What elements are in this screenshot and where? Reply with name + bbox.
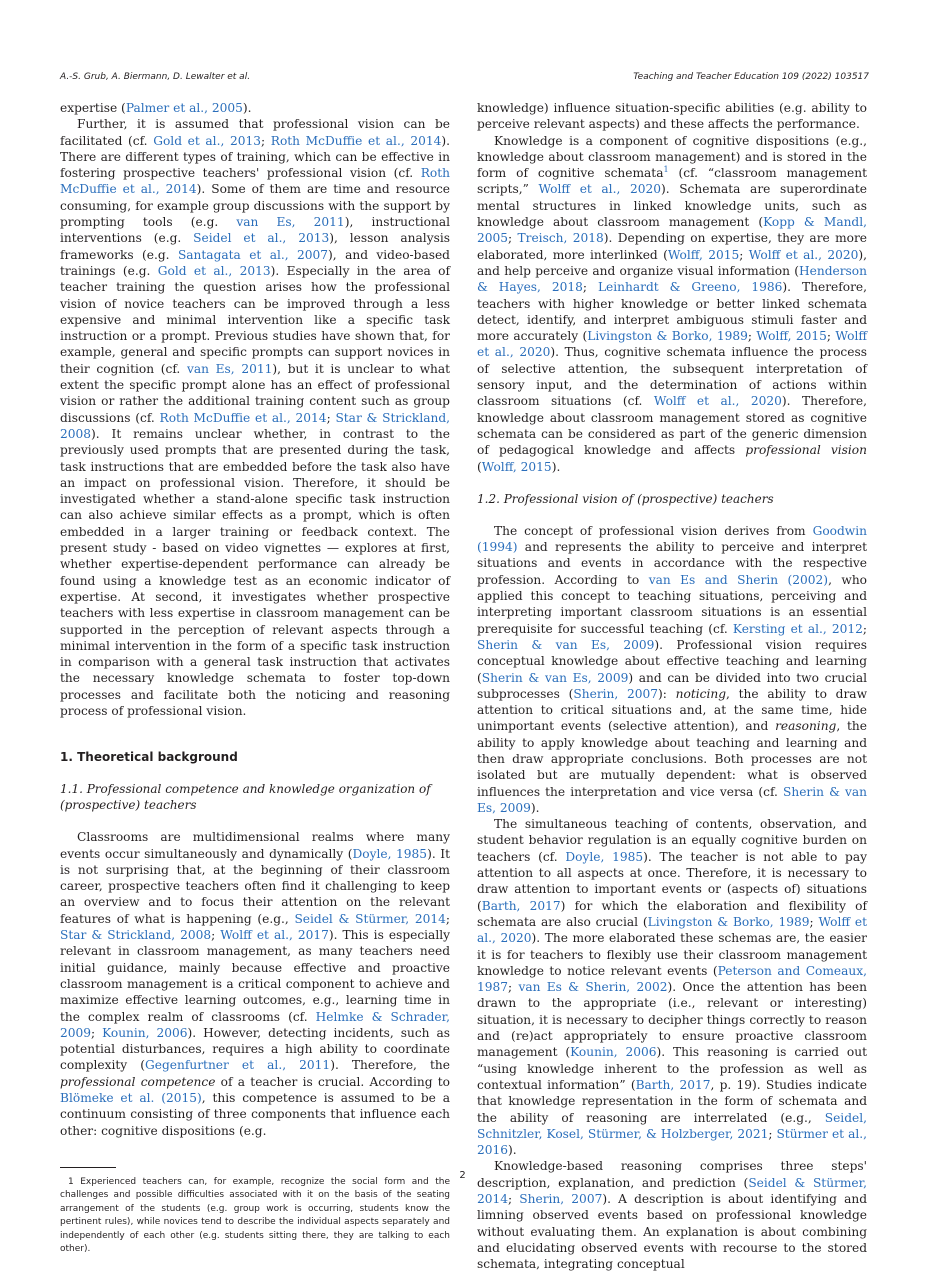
header-authors: A.-S. Grub, A. Biermann, D. Lewalter et al.	[60, 72, 251, 82]
citation-link[interactable]: Sherin & van Es, 2009	[481, 670, 629, 685]
paragraph: knowledge) influence situation-specific abilities (e.g. ability to perceive relevant aspects) and these affects the performance.	[477, 101, 867, 132]
footnote: 1 Experienced teachers can, for example, recognize the social form and the challenges and possible difficulties associated with it on the basis of the seating arrangement of the students (e.g. group work is occurring, students know the pertinent rules), while novices tend to describe the individual aspects separately and independently of each other (e.g. students sitting there, they are talking to each other).	[60, 1176, 450, 1255]
citation-link[interactable]: Kounin, 2006	[102, 1025, 188, 1040]
citation-link[interactable]: Sherin & van Es, 2009	[477, 637, 655, 652]
citation-link[interactable]: Gold et al., 2013	[157, 263, 271, 278]
section-heading: 1. Theoretical background	[60, 750, 238, 765]
subsection-heading: 1.1. Professional competence and knowledge organization of (prospective) teachers	[60, 782, 431, 813]
emphasis: professional vision	[745, 443, 867, 458]
citation-link[interactable]: Santagata et al., 2007	[177, 247, 329, 262]
paragraph: expertise (Palmer et al., 2005).	[60, 101, 252, 115]
citation-link[interactable]: Helmke & Schrader, 2009	[60, 1009, 450, 1040]
citation-link[interactable]: Wolff, 2015	[756, 329, 827, 344]
citation-link[interactable]: Palmer et al., 2005	[125, 101, 243, 115]
citation-link[interactable]: Kopp & Mandl, 2005	[477, 215, 868, 246]
citation-link[interactable]: Seidel & Stürmer, 2014	[294, 911, 446, 926]
citation-link[interactable]: Peterson and Comeaux, 1987	[477, 963, 868, 995]
citation-link[interactable]: Sherin & van Es, 2009	[477, 784, 867, 815]
citation-link[interactable]: van Es and Sherin (2002)	[648, 572, 829, 587]
citation-link[interactable]: Wolff et al., 2020	[538, 182, 661, 197]
paragraph: Further, it is assumed that professional vision can be facilitated (cf. Gold et al., 2013; Roth McDuffie et al., 2014). There are different types of training, which can be effective in fostering prospective teachers' professional vision (cf. Roth McDuffie et al., 2014). Some of them are time and resource consuming, for example group discussions with the support by prompting tools (e.g. van Es, 2011), instructional interventions (e.g. Seidel et al., 2013), lesson analysis frameworks (e.g. Santagata et al., 2007), and video-based trainings (e.g. Gold et al., 2013). Especially in the area of teacher training the question arises how the professional vision of novice teachers can be improved through a less expensive and minimal intervention like a specific task instruction or a prompt. Previous studies have shown that, for example, general and specific prompts can support novices in their cognition (cf. van Es, 2011), but it is unclear to what extent the specific prompt alone has an effect of professional vision or rather the additional training content such as group discussions (cf. Roth McDuffie et al., 2014; Star & Strickland, 2008). It remains unclear whether, in contrast to the previously used prompts that are presented during the task, task instructions that are embedded before the task also have an impact on professional vision. Therefore, it should be investigated whether a stand-alone specific task instruction can also achieve similar effects as a prompt, which is often embedded in a larger training or feedback context. The present study - based on video vignettes — explores at first, whether expertise-dependent performance can already be found using a knowledge test as an economic indicator of expertise. At second, it investigates whether prospective teachers with less expertise in classroom management can be supported in the perception of relevant aspects through a minimal intervention in the form of a specific task instruction in comparison with a general task instruction that activates the necessary knowledge schemata to foster top-down processes and facilitate both the noticing and reasoning process of professional vision.	[60, 117, 451, 718]
subsection-heading: 1.2. Professional vision of (prospective) teachers	[477, 491, 774, 506]
footnote-marker[interactable]: 1	[663, 165, 669, 175]
citation-link[interactable]: Doyle, 1985	[565, 849, 644, 864]
citation-link[interactable]: Seidel & Stürmer, 2014	[477, 1175, 867, 1206]
citation-link[interactable]: Leinhardt & Greeno, 1986	[597, 280, 783, 295]
citation-link[interactable]: Roth McDuffie et al., 2014	[270, 133, 442, 148]
citation-link[interactable]: Wolff et al., 2020	[477, 329, 867, 360]
left-column	[60, 100, 450, 1257]
citation-link[interactable]: Seidel et al., 2013	[193, 231, 330, 246]
citation-link[interactable]: Sherin, 2007	[573, 686, 659, 701]
citation-link[interactable]: Roth McDuffie et al., 2014	[60, 166, 450, 197]
citation-link[interactable]: Star & Strickland, 2008	[60, 410, 451, 441]
footnote-rule	[60, 1167, 116, 1168]
citation-link[interactable]: Roth McDuffie et al., 2014	[159, 410, 327, 425]
page-number: 2	[459, 1170, 466, 1181]
citation-link[interactable]: van Es & Sherin, 2002	[518, 980, 668, 995]
citation-link[interactable]: Seidel, Schnitzler, Kosel, Stürmer, & Holzberger, 2021	[477, 1110, 867, 1141]
citation-link[interactable]: Kounin, 2006	[570, 1045, 657, 1060]
running-header	[60, 72, 869, 86]
citation-link[interactable]: Gegenfurtner et al., 2011	[145, 1058, 331, 1073]
right-column	[477, 100, 867, 1272]
citation-link[interactable]: Stürmer et al., 2016	[477, 1126, 867, 1158]
citation-link[interactable]: Wolff, 2015	[667, 247, 740, 262]
citation-link[interactable]: Henderson & Hayes, 2018	[477, 263, 867, 295]
citation-link[interactable]: Treisch, 2018	[517, 231, 604, 246]
citation-link[interactable]: Wolff et al., 2017	[220, 928, 329, 943]
paragraph: Knowledge-based reasoning comprises three steps' description, explanation, and prediction (Seidel & Stürmer, 2014; Sherin, 2007). A description is about identifying and limning observed events based on professional knowledge without evaluating them. An explanation is about combining and elucidating observed events with recourse to the stored schemata, integrating conceptual	[477, 1159, 868, 1272]
citation-link[interactable]: Wolff et al., 2020	[653, 394, 782, 409]
citation-link[interactable]: Barth, 2017	[635, 1077, 711, 1092]
citation-link[interactable]: Livingston & Borko, 1989	[587, 329, 748, 344]
citation-link[interactable]: Goodwin (1994)	[477, 523, 867, 555]
citation-link[interactable]: Wolff et al., 2020	[748, 247, 859, 262]
emphasis: professional competence	[60, 1074, 216, 1089]
citation-link[interactable]: Barth, 2017	[481, 898, 561, 913]
citation-link[interactable]: Doyle, 1985	[352, 846, 428, 861]
citation-link[interactable]: van Es, 2011	[236, 215, 345, 230]
emphasis: noticing	[675, 686, 727, 701]
citation-link[interactable]: Livingston & Borko, 1989	[647, 914, 810, 929]
citation-link[interactable]: Blömeke et al. (2015)	[60, 1091, 202, 1106]
citation-link[interactable]: van Es, 2011	[186, 361, 273, 376]
paragraph: The simultaneous teaching of contents, observation, and student behavior regulation is an equally cognitive burden on teachers (cf. Doyle, 1985). The teacher is not able to pay attention to all aspects at once. Therefore, it is necessary to draw attention to important events or (aspects of) situations (Barth, 2017) for which the elaboration and flexibility of schemata are also crucial (Livingston & Borko, 1989; Wolff et al., 2020). The more elaborated these schemas are, the easier it is for teachers to flexibly use their classroom management knowledge to notice relevant events (Peterson and Comeaux, 1987; van Es & Sherin, 2002). Once the attention has been drawn to the appropriate (i.e., relevant or interesting) situation, it is necessary to decipher things correctly to reason and (re)act appropriately to ensure proactive classroom management (Kounin, 2006). This reasoning is carried out “using knowledge inherent to the profession as well as contextual information” (Barth, 2017, p. 19). Studies indicate that knowledge representation in the form of schemata and the ability of reasoning are interrelated (e.g., Seidel, Schnitzler, Kosel, Stürmer, & Holzberger, 2021; Stürmer et al., 2016).	[477, 817, 868, 1158]
citation-link[interactable]: Sherin, 2007	[519, 1192, 603, 1206]
paragraph: Classrooms are multidimensional realms where many events occur simultaneously and dynamically (Doyle, 1985). It is not surprising that, at the beginning of their classroom career, prospective teachers often find it challenging to keep an overview and to focus their attention on the relevant features of what is happening (e.g., Seidel & Stürmer, 2014; Star & Strickland, 2008; Wolff et al., 2017). This is especially relevant in classroom management, as many teachers need initial guidance, mainly because effective and proactive classroom management is a critical component to achieve and maximize effective learning outcomes, e.g., learning time in the complex realm of classrooms (cf. Helmke & Schrader, 2009; Kounin, 2006). However, detecting incidents, such as potential disturbances, requires a high ability to coordinate complexity (Gegenfurtner et al., 2011). Therefore, the professional competence of a teacher is crucial. According to Blömeke et al. (2015), this competence is assumed to be a continuum consisting of three components that influence each other: cognitive dispositions (e.g.	[60, 830, 451, 1138]
citation-link[interactable]: Wolff et al., 2020	[477, 914, 868, 946]
citation-link[interactable]: Wolff, 2015	[481, 459, 552, 474]
paragraph: The concept of professional vision derives from Goodwin (1994) and represents the ability to perceive and interpret situations and events in accordance with the respective profession. According to van Es and Sherin (2002), who applied this concept to teaching situations, perceiving and interpreting important classroom situations is an essential prerequisite for successful teaching (cf. Kersting et al., 2012; Sherin & van Es, 2009). Professional vision requires conceptual knowledge about effective teaching and learning (Sherin & van Es, 2009) and can be divided into two crucial subprocesses (Sherin, 2007): noticing, the ability to draw attention to critical situations and, at the same time, hide unimportant events (selective attention), and reasoning, the ability to apply knowledge about teaching and learning and then draw appropriate conclusions. Both processes are not isolated but are mutually dependent: what is observed influences the interpretation and vice versa (cf. Sherin & van Es, 2009).	[477, 523, 868, 815]
citation-link[interactable]: Star & Strickland, 2008	[60, 928, 212, 943]
emphasis: reasoning	[775, 719, 837, 734]
citation-link[interactable]: Kersting et al., 2012	[732, 621, 863, 636]
paragraph: Knowledge is a component of cognitive dispositions (e.g., knowledge about classroom management) and is stored in the form of cognitive schemata$^1$ (cf. “classroom management scripts,” Wolff et al., 2020). Schemata are superordinate mental structures in linked knowledge units, such as knowledge about classroom management (Kopp & Mandl, 2005; Treisch, 2018). Depending on expertise, they are more elaborated, more interlinked (Wolff, 2015; Wolff et al., 2020), and help perceive and organize visual information (Henderson & Hayes, 2018; Leinhardt & Greeno, 1986). Therefore, teachers with higher knowledge or better linked schemata detect, identify, and interpret ambiguous stimuli faster and more accurately (Livingston & Borko, 1989; Wolff, 2015; Wolff et al., 2020). Thus, cognitive schemata influence the process of selective attention, the subsequent interpretation of sensory input, and the determination of actions within classroom situations (cf. Wolff et al., 2020). Therefore, knowledge about classroom management stored as cognitive schemata can be considered as part of the generic dimension of pedagogical knowledge and affects professional vision (Wolff, 2015).	[477, 133, 868, 474]
header-journal: Teaching and Teacher Education 109 (2022) 103517	[633, 72, 869, 82]
citation-link[interactable]: Gold et al., 2013	[153, 133, 261, 148]
